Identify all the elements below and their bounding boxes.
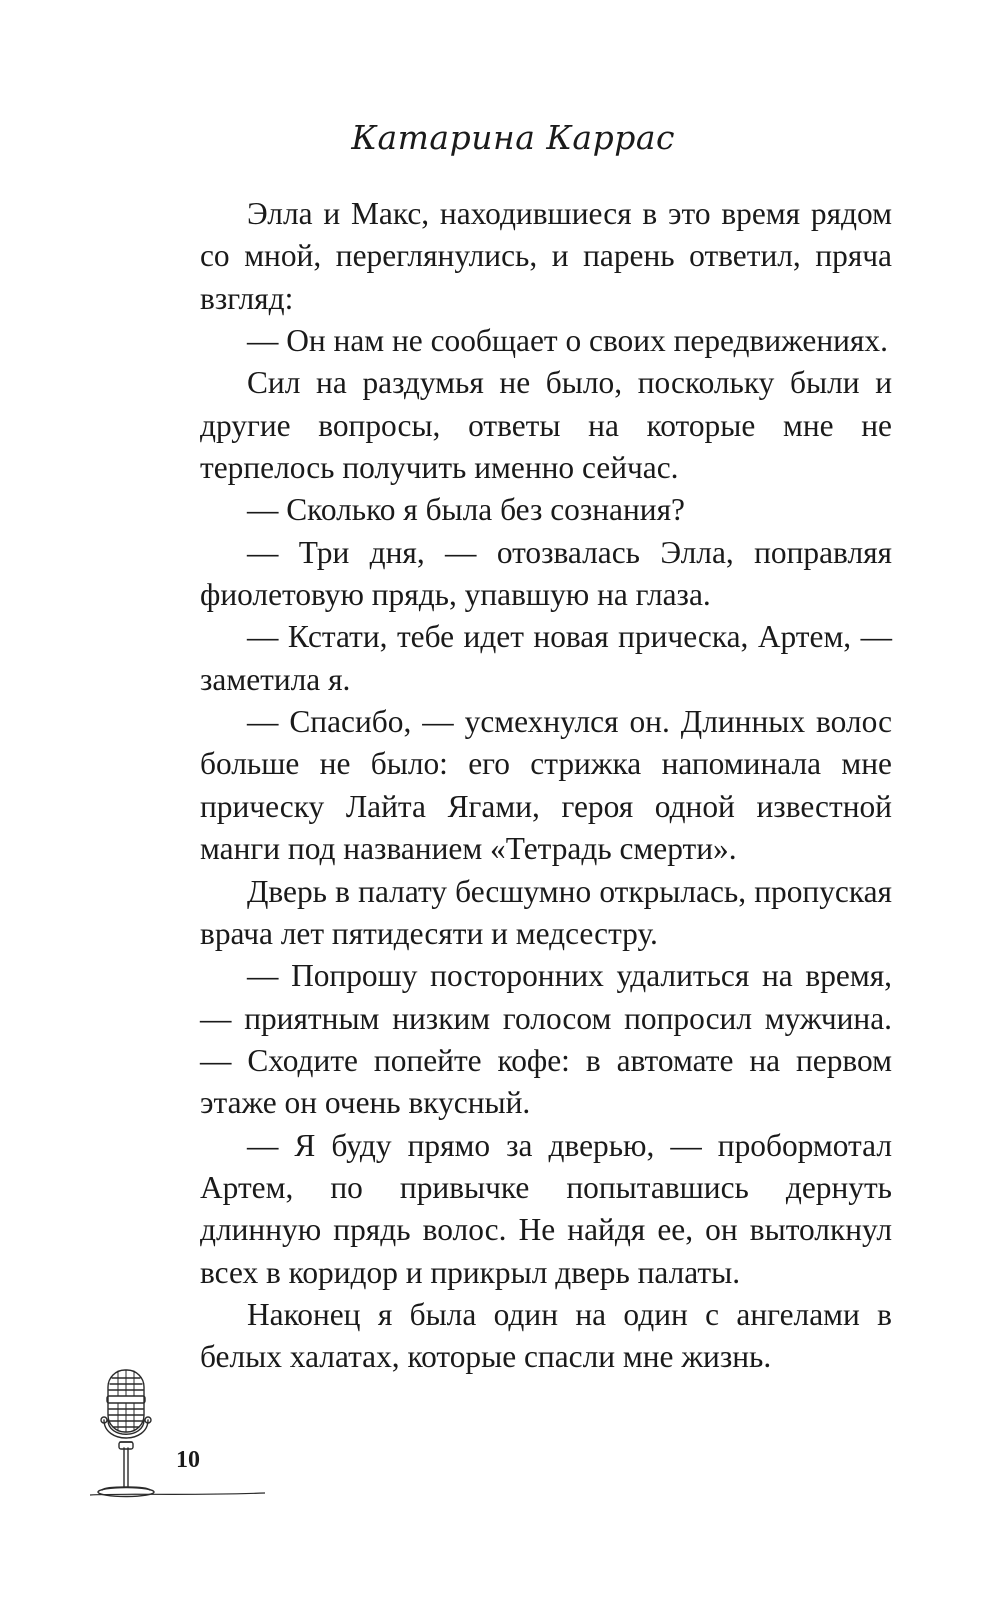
paragraph: — Попрошу посторонних удалиться на время, — приятным низким голосом попросил мужчина. — Сходите попейте кофе: в автомате на первом этаже он очень вкусный. — [200, 958, 892, 1121]
paragraph: — Я буду прямо за дверью, — пробормотал Артем, по привычке попытавшись дернуть длинную прядь волос. Не найдя ее, он вытолкнул всех в коридор и прикрыл дверь палаты. — [200, 1127, 892, 1290]
paragraph: — Спасибо, — усмехнулся он. Длинных волос больше не было: его стрижка напоминала мне прическу Лайта Ягами, героя одной известной манги под названием «Тетрадь смерти». — [200, 704, 892, 867]
paragraph: — Он нам не сообщает о своих передвижениях. — [247, 323, 888, 359]
paragraph: — Сколько я была без сознания? — [247, 492, 685, 528]
paragraph: Дверь в палату бесшумно открылась, пропуская врача лет пятидесяти и медсестру. — [200, 873, 892, 951]
running-head-author: Катарина Каррас — [351, 118, 675, 157]
page-body-text — [200, 193, 892, 1379]
paragraph: — Кстати, тебе идет новая прическа, Артем, — заметила я. — [200, 619, 892, 697]
page-number: 10 — [176, 1447, 200, 1473]
paragraph: — Три дня, — отозвалась Элла, поправляя фиолетовую прядь, упавшую на глаза. — [200, 534, 892, 613]
paragraph: Элла и Макс, находившиеся в это время рядом со мной, переглянулись, и парень ответил, пряча взгляд: — [200, 196, 892, 316]
microphone-icon — [90, 1362, 265, 1512]
paragraph: Наконец я была один на один с ангелами в белых халатах, которые спасли мне жизнь. — [200, 1296, 892, 1375]
paragraph: Сил на раздумья не было, поскольку были и другие вопросы, ответы на которые мне не терпелось получить именно сейчас. — [200, 365, 892, 486]
